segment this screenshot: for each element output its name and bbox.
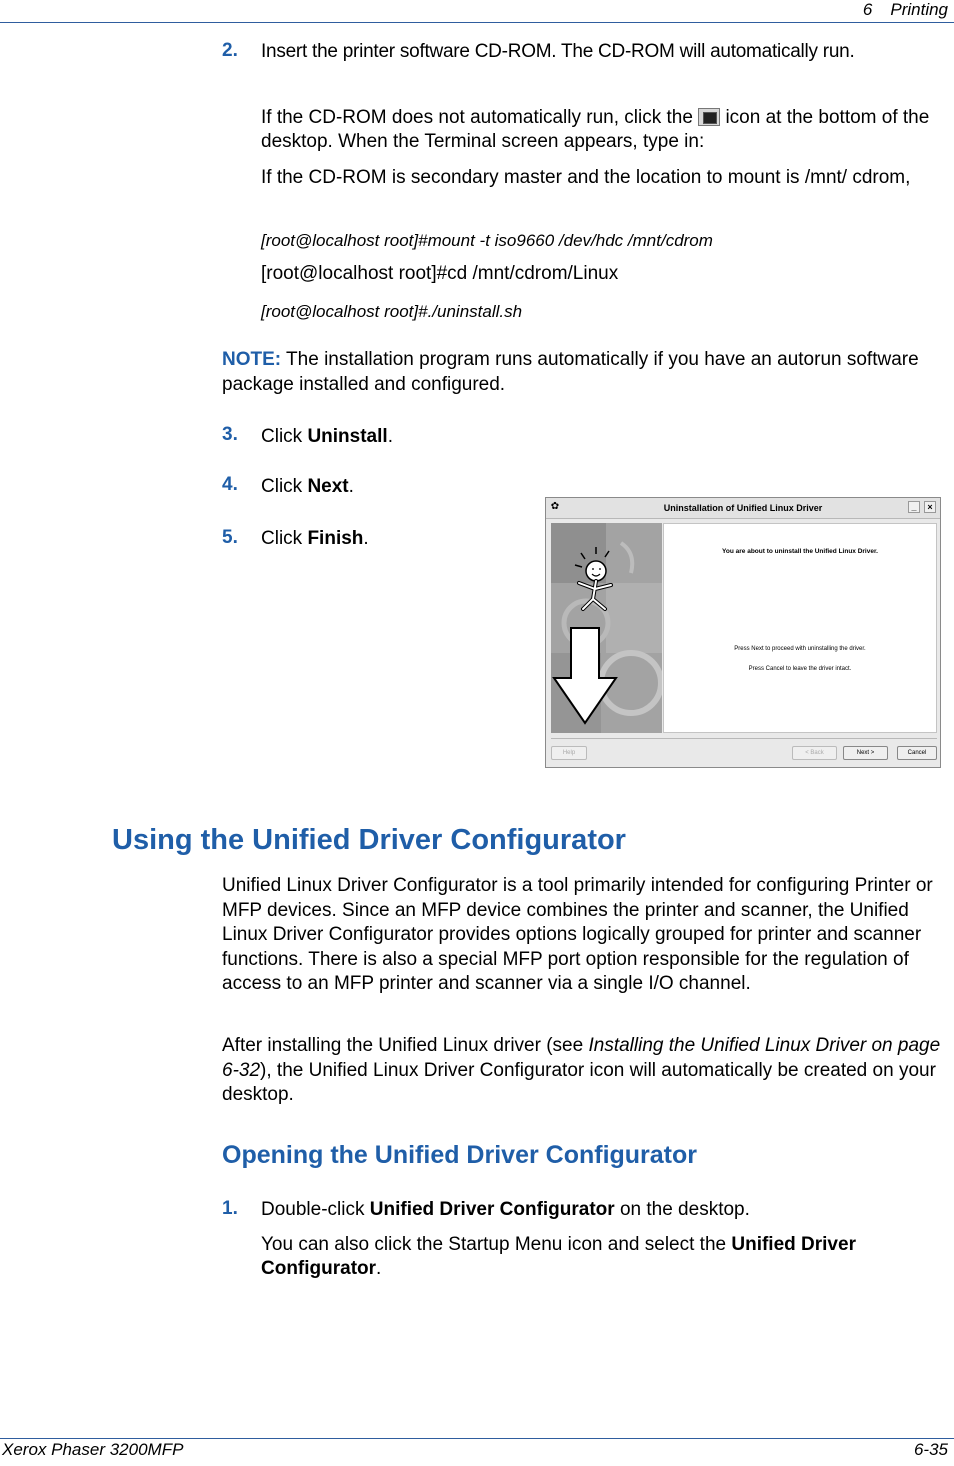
step-5-text — [261, 527, 521, 551]
dialog-cancel-hint: Press Cancel to leave the driver intact. — [748, 666, 852, 672]
step-3-pre: Click — [261, 426, 308, 447]
minimize-icon[interactable]: _ — [908, 501, 920, 513]
open-step-1-number: 1. — [222, 1198, 238, 1219]
section-1-para-2 — [222, 1034, 952, 1108]
step-2-mount-note: If the CD-ROM is secondary master and the location to mount is /mnt/ cdrom, — [261, 167, 911, 188]
dialog-heading: You are about to uninstall the Unified Linux Driver. — [722, 548, 878, 555]
step-5-pre: Click — [261, 528, 308, 549]
step-5-post: . — [363, 528, 369, 549]
command-uninstall: [root@localhost root]#./uninstall.sh — [261, 302, 523, 321]
uninstall-illustration — [551, 523, 662, 733]
open-step-1-text — [261, 1198, 951, 1222]
dialog-content — [663, 523, 937, 733]
dialog-separator — [551, 738, 937, 739]
step-4-pre: Click — [261, 476, 308, 497]
terminal-icon — [698, 108, 720, 126]
step-2-detail-b: icon at the bottom of the desktop. When the Terminal screen appears, type in: — [261, 107, 930, 152]
step-3-post: . — [387, 426, 393, 447]
footer-rule — [0, 1438, 954, 1439]
dialog-next-hint: Press Next to proceed with uninstalling the driver. — [734, 646, 866, 652]
section-1-para-1: Unified Linux Driver Configurator is a tool primarily intended for configuring Printer or MFP devices. Since an MFP device combines the printer and scanner, the Unified Linux Driver Configurator provides options logically grouped for printer and scanner functions. There is also a special MFP port option responsible for the regulation of access to an MFP printer and scanner via a single I/O channel. — [222, 875, 933, 994]
header-rule — [0, 22, 954, 23]
section-heading-using: Using the Unified Driver Configurator — [112, 824, 626, 856]
dialog-titlebar — [546, 498, 940, 519]
chapter-number: 6 — [862, 0, 873, 19]
note — [222, 348, 942, 397]
close-icon[interactable]: × — [924, 501, 936, 513]
help-button[interactable]: Help — [551, 746, 587, 760]
footer-product: Xerox Phaser 3200MFP — [2, 1440, 184, 1459]
page-header — [863, 0, 948, 20]
command-mount: [root@localhost root]#mount -t iso9660 /dev/hdc /mnt/cdrom — [261, 231, 713, 250]
step-2-number: 2. — [222, 40, 238, 61]
step-2-detail — [261, 106, 953, 154]
chapter-title: Printing — [890, 0, 948, 19]
open-step-1-bold: Unified Driver Configurator — [369, 1199, 615, 1220]
step-4-text — [261, 475, 521, 499]
open-step-1-alt-post: . — [376, 1258, 382, 1279]
uninstall-label: Uninstall — [307, 426, 388, 447]
note-label: NOTE: — [222, 349, 282, 370]
open-step-1-pre: Double-click — [261, 1199, 370, 1220]
para-2-lead: After installing the Unified Linux driver (see — [222, 1035, 589, 1056]
cancel-button[interactable]: Cancel — [897, 746, 937, 760]
cross-reference: Installing the Unified Linux Driver on page 6-32 — [222, 1035, 941, 1081]
step-3-text — [261, 425, 521, 449]
next-label: Next — [307, 476, 349, 497]
open-step-1-post: on the desktop. — [614, 1199, 750, 1220]
para-2-tail: ), the Unified Linux Driver Configurator icon will automatically be created on your desktop. — [222, 1059, 936, 1105]
step-5-number: 5. — [222, 527, 238, 548]
open-step-1-alt-bold: Unified Driver Configurator — [261, 1234, 856, 1279]
next-button[interactable]: Next > — [843, 746, 888, 760]
section-heading-opening: Opening the Unified Driver Configurator — [222, 1141, 698, 1169]
back-button[interactable]: < Back — [792, 746, 837, 760]
footer-page-number: 6-35 — [913, 1440, 948, 1459]
window-menu-icon[interactable]: ✿ — [550, 501, 560, 512]
step-3-number: 3. — [222, 424, 238, 445]
open-step-1-alt — [261, 1233, 951, 1281]
note-text: The installation program runs automatically if you have an autorun software package installed and configured. — [222, 349, 919, 395]
uninstall-dialog-screenshot — [545, 497, 941, 768]
step-2-text: Insert the printer software CD-ROM. The CD-ROM will automatically run. — [261, 41, 855, 62]
step-2-detail-a: If the CD-ROM does not automatically run, click the — [261, 107, 693, 128]
dialog-title: Uninstallation of Unified Linux Driver — [663, 503, 823, 513]
dialog-side-graphic — [551, 523, 662, 733]
step-4-post: . — [348, 476, 354, 497]
finish-label: Finish — [307, 528, 364, 549]
command-cd: [root@localhost root]#cd /mnt/cdrom/Linux — [261, 263, 619, 284]
open-step-1-alt-pre: You can also click the Startup Menu icon and select the — [261, 1234, 732, 1255]
step-4-number: 4. — [222, 474, 238, 495]
